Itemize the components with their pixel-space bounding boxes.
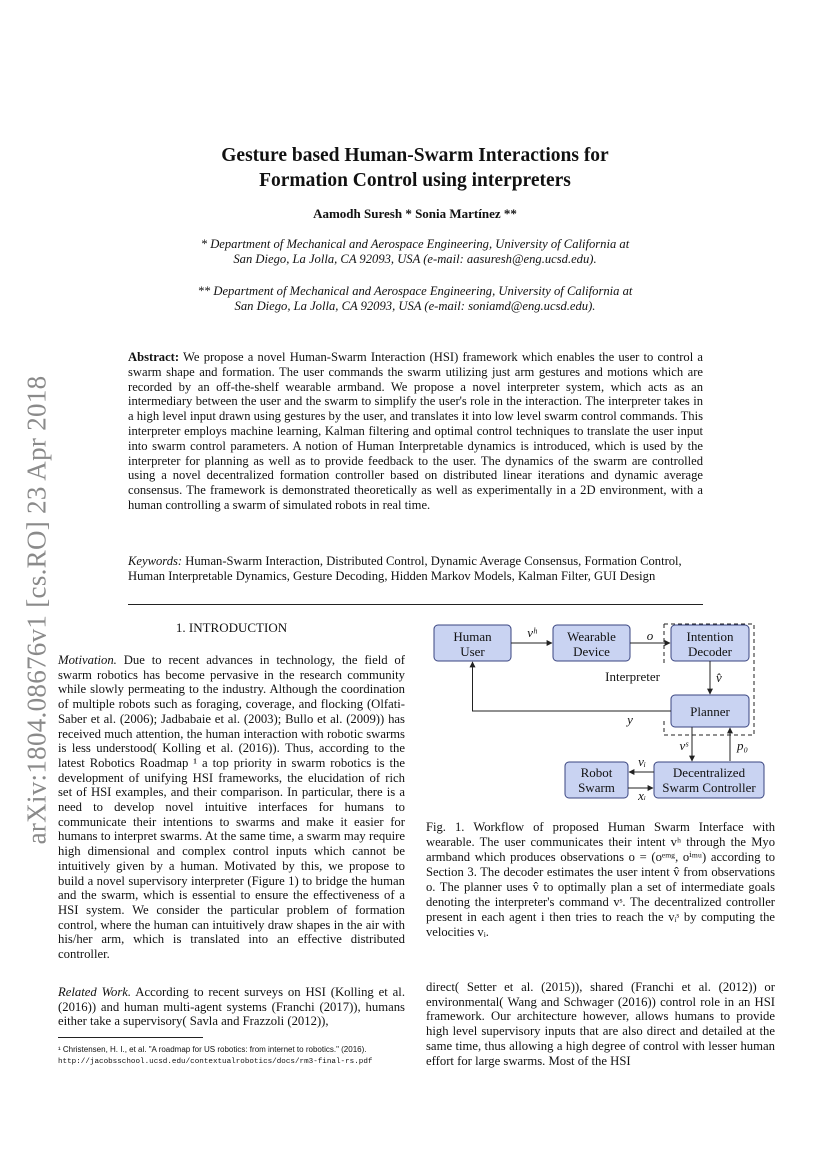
- label-p0: p₀: [737, 738, 749, 753]
- section-heading: 1. INTRODUCTION: [175, 620, 288, 635]
- footnote: [58, 1043, 408, 1069]
- motivation-label: Motivation.: [58, 653, 117, 667]
- label-interpreter: Interpreter: [605, 669, 660, 684]
- footnote-divider: [58, 1037, 203, 1038]
- keywords-label: Keywords:: [128, 554, 183, 568]
- intention-label-2: Decoder: [687, 644, 733, 659]
- human-user-label-1: Human: [453, 629, 492, 644]
- caption-text: Workflow of proposed Human Swarm Interface with wearable. The user communicates their intent vʰ through the Myo armband which produces observations o = (oᵉᵐᵍ, oⁱᵐᵘ) according to Section 3. The decoder estimates the user intent v̂ from observations o. The planner uses v̂ to optimally plan a set of intermediate goals denoting the interpreter's command vˢ. The decentralized controller present in each agent i then tries to reach the vᵢˢ by computing the velocities vᵢ.: [426, 820, 775, 939]
- robot-label-1: Robot: [580, 765, 613, 780]
- footnote-url: http://jacobsschool.ucsd.edu/contextualrobotics/docs/rm3-final-rs.pdf: [58, 1058, 373, 1066]
- wearable-label-2: Device: [573, 644, 610, 659]
- controller-label-1: Decentralized: [672, 765, 746, 780]
- label-xi: xᵢ: [638, 788, 646, 800]
- related-text: According to recent surveys on HSI (Kolling et al. (2016)) and human multi-agent systems (Franchi (2017)), humans either take a supervisory( Savla and Frazzoli (2012)),: [58, 985, 405, 1029]
- figure-1-caption: [426, 820, 775, 940]
- planner-label: Planner: [690, 704, 730, 719]
- right-column-paragraph: direct( Setter et al. (2015)), shared (Franchi et al. (2012)) or environmental( Wang and Schwager (2016)) control role in an HSI framework. Our architecture however, allows humans to provide high level supervisory inputs that are also direct and detailed at the same time, thus allowing a high degree of control with lesser human effort for large swarms. Most of the HSI: [426, 980, 775, 1068]
- label-y: y: [627, 712, 633, 727]
- paper-title: [160, 143, 670, 193]
- footnote-text: ¹ Christensen, H. I., et al. "A roadmap for US robotics: from internet to robotics." (2016).: [58, 1045, 367, 1054]
- title-line-1: Gesture based Human-Swarm Interactions for: [221, 145, 609, 166]
- label-vhat: v̂: [716, 670, 722, 685]
- intention-label-1: Intention: [686, 629, 734, 644]
- motivation-paragraph: [58, 653, 405, 962]
- affiliation-1: * Department of Mechanical and Aerospace Engineering, University of California at San Diego, La Jolla, CA 92093, USA (e-mail: aasuresh@eng.ucsd.edu).: [200, 237, 630, 267]
- authors: Aamodh Suresh * Sonia Martínez **: [313, 206, 517, 221]
- abstract-text: We propose a novel Human-Swarm Interaction (HSI) framework which enables the user to control a swarm shape and formation. The user commands the swarm utilizing just arm gestures and motions which are recorded by an off-the-shelf wearable armband. We propose a novel interpreter system, which acts as an intermediary between the user and the swarm to simplify the user's role in the interaction. The interpreter takes in a high level input drawn using gestures by the user, and translates it into low level swarm control commands. This interpreter employs machine learning, Kalman filtering and optimal control techniques to translate the user input into swarm control parameters. A notion of Human Interpretable dynamics is introduced, which is used by the interpreter for planning as well as to provide feedback to the user. The dynamics of the swarm are controlled using a novel decentralized formation controller based on distributed linear iterations and dynamic average consensus. The framework is demonstrated theoretically as well as experimentally in a 2D environment, with a human controlling a swarm of simulated robots in real time.: [128, 350, 703, 512]
- related-work-paragraph: [58, 985, 405, 1029]
- affiliation-2: ** Department of Mechanical and Aerospace Engineering, University of California at San Diego, La Jolla, CA 92093, USA (e-mail: soniamd@eng.ucsd.edu).: [197, 284, 633, 314]
- controller-label-2: Swarm Controller: [662, 780, 756, 795]
- label-vs: vˢ: [679, 738, 688, 753]
- header-divider: [128, 604, 703, 605]
- abstract-label: Abstract:: [128, 350, 180, 364]
- keywords-text: Human-Swarm Interaction, Distributed Control, Dynamic Average Consensus, Formation Control, Human Interpretable Dynamics, Gesture Decoding, Hidden Markov Models, Kalman Filter, GUI Design: [128, 554, 682, 583]
- label-vh: vʰ: [527, 625, 537, 640]
- label-o: o: [646, 628, 654, 643]
- title-line-2: Formation Control using interpreters: [259, 170, 571, 191]
- robot-label-2: Swarm: [578, 780, 615, 795]
- arxiv-sidebar: [14, 360, 60, 860]
- keywords: [128, 554, 703, 584]
- human-user-label-2: User: [460, 644, 485, 659]
- label-vi: vᵢ: [638, 754, 646, 769]
- related-label: Related Work.: [58, 985, 132, 999]
- caption-label: Fig. 1.: [426, 820, 465, 834]
- wearable-label-1: Wearable: [567, 629, 616, 644]
- abstract: [128, 350, 703, 513]
- figure-1-diagram: [424, 620, 776, 800]
- arxiv-id: arXiv:1804.08676v1 [cs.RO] 23 Apr 2018: [21, 375, 52, 845]
- motivation-text: Due to recent advances in technology, the field of swarm robotics has become pervasive in the research community while slowly permeating to the industry. Although the coordination of multiple robots such as foraging, coverage, and flocking (Olfati-Saber et al. (2006); Jadbabaie et al. (2003); Bullo et al. (2009)) has received much attention, the human interaction with robotic swarms is less understood( Kolling et al. (2016)). Thus, according to the latest Robotics Roadmap ¹ a top priority in swarm robotics is the development of unifying HSI frameworks, the elucidation of rich set of HSI examples, and their comparison. In particular, there is a need to develop novel intuitive interfaces for humans to communicate their intentions to swarms and make it easier for humans to interpret swarms. At the same time, a swarm may require high dimensional and complex control inputs which cannot be intuitively given by a human. Motivated by this, we propose to build a novel supervisory interpreter (Figure 1) to bridge the human and the swarm, which is essential to ensure the effectiveness of a HSI system. We consider the particular problem of formation control, where the human can intuitively draw shapes in the air with his/her arm, which is translated into an effective distributed controller.: [58, 653, 405, 962]
